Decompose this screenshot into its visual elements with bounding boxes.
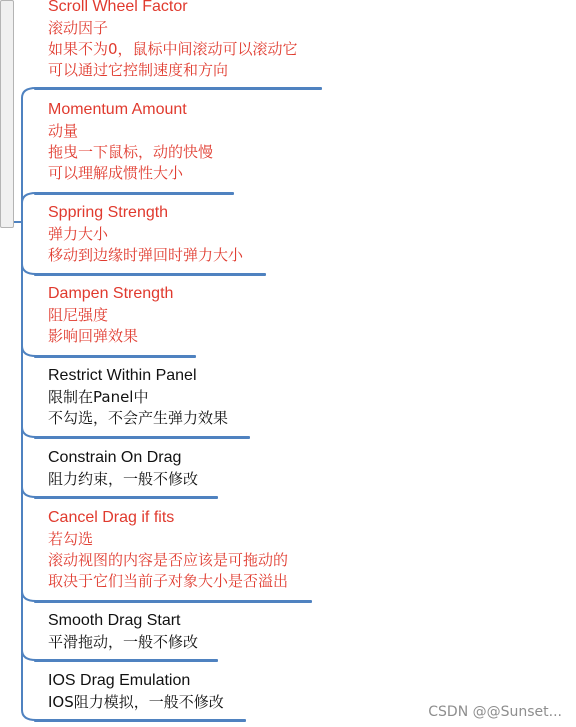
node-underline (34, 192, 234, 195)
node-description-line: 限制在Panel中 (48, 388, 149, 406)
node-underline (34, 87, 322, 90)
node-title: Constrain On Drag (48, 449, 182, 466)
node-description-line: 不勾选，不会产生弹力效果 (48, 409, 229, 427)
node-description-line: 移动到边缘时弹回时弹力大小 (48, 246, 244, 264)
connector-lines (13, 88, 36, 720)
node-description-line: 弹力大小 (48, 225, 109, 243)
node-underline (34, 719, 246, 722)
node-description-line: 阻尼强度 (48, 306, 109, 324)
connector-momentum-amount (22, 193, 36, 222)
node-description-line: 若勾选 (48, 530, 94, 548)
collapsed-parent-handle[interactable] (0, 0, 14, 228)
node-title: Smooth Drag Start (48, 612, 181, 629)
node-title: Dampen Strength (48, 285, 174, 302)
node-dampen-strength[interactable] (48, 283, 173, 347)
connector-constrain-on-drag (22, 222, 36, 497)
node-description-line: 影响回弹效果 (48, 327, 139, 345)
connector-smooth-drag-start (22, 222, 36, 660)
connector-restrict-within-panel (22, 222, 36, 437)
node-scroll-wheel-factor[interactable] (48, 0, 298, 81)
watermark-text: CSDN @@Sunset... (428, 704, 562, 720)
node-underline (34, 496, 218, 499)
node-description-line: 动量 (48, 122, 79, 140)
node-underline (34, 436, 250, 439)
node-cancel-drag-if-fits[interactable] (48, 507, 288, 592)
node-title: Momentum Amount (48, 101, 187, 118)
connector-ios-drag-emulation (22, 222, 36, 720)
connector-dampen-strength (22, 222, 36, 356)
node-smooth-drag-start[interactable] (48, 610, 198, 653)
node-description-line: 可以理解成惯性大小 (48, 164, 184, 182)
node-description-line: 平滑拖动，一般不修改 (48, 633, 199, 651)
node-restrict-within-panel[interactable] (48, 365, 228, 429)
connector-spring-strength (22, 222, 36, 274)
node-description-line: 如果不为0，鼠标中间滚动可以滚动它 (48, 40, 298, 58)
node-constrain-on-drag[interactable] (48, 447, 198, 490)
node-title: Sppring Strength (48, 204, 169, 221)
node-title: Scroll Wheel Factor (48, 0, 188, 15)
connector-cancel-drag-if-fits (22, 222, 36, 601)
node-underline (34, 355, 196, 358)
node-description-line: 滚动视图的内容是否应该是可拖动的 (48, 551, 289, 569)
node-title: Restrict Within Panel (48, 367, 197, 384)
node-spring-strength[interactable] (48, 202, 243, 266)
node-underline (34, 273, 266, 276)
connector-scroll-wheel-factor (22, 88, 36, 222)
node-momentum-amount[interactable] (48, 99, 213, 184)
node-description-line: 可以通过它控制速度和方向 (48, 61, 229, 79)
node-underline (34, 659, 218, 662)
node-description-line: 取决于它们当前子对象大小是否溢出 (48, 572, 289, 590)
node-description-line: 拖曳一下鼠标，动的快慢 (48, 143, 214, 161)
node-title: IOS Drag Emulation (48, 672, 191, 689)
node-description-line: 阻力约束，一般不修改 (48, 470, 199, 488)
node-title: Cancel Drag if fits (48, 509, 175, 526)
node-description-line: 滚动因子 (48, 19, 109, 37)
node-underline (34, 600, 312, 603)
node-description-line: IOS阻力模拟，一般不修改 (48, 693, 224, 711)
node-ios-drag-emulation[interactable] (48, 670, 224, 713)
